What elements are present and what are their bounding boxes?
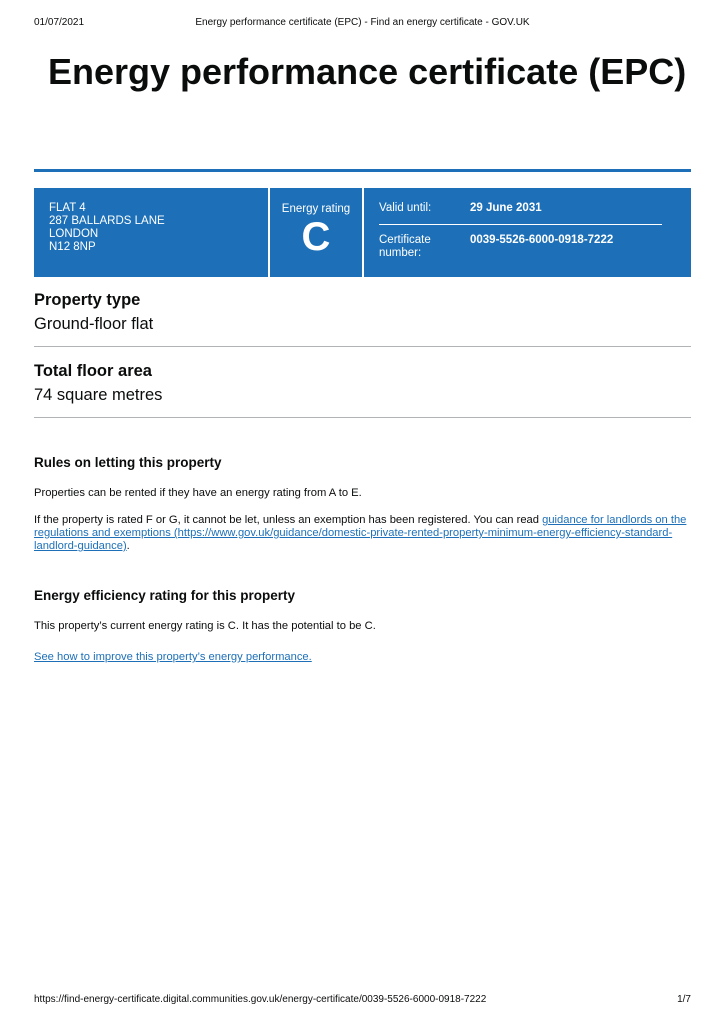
improve-energy-performance-link[interactable]: See how to improve this property’s energy performance.: [34, 651, 312, 663]
print-date: 01/07/2021: [34, 17, 85, 28]
certificate-number-label-line: number:: [379, 247, 422, 259]
property-address: [49, 202, 165, 254]
box-separator: [362, 188, 364, 277]
rules-paragraph-2-text: If the property is rated F or G, it cannot be let, unless an exemption has been registered. You can read: [34, 514, 543, 526]
property-type-value: Ground-floor flat: [34, 315, 154, 333]
efficiency-heading: Energy efficiency rating for this property: [34, 588, 296, 603]
valid-until-label: Valid until:: [379, 202, 432, 214]
floor-area-key: Total floor area: [34, 362, 152, 380]
print-url: https://find-energy-certificate.digital.communities.gov.uk/energy-certificate/0039-5526-6000-0918-7222: [34, 994, 487, 1005]
energy-rating-letter: C: [301, 215, 331, 259]
print-footer: [34, 994, 691, 1008]
certificate-number-label: [379, 234, 431, 260]
page-number: 1/7: [677, 994, 691, 1005]
property-type-row: [34, 290, 691, 347]
improve-link-paragraph: [34, 651, 694, 664]
property-type-key: Property type: [34, 291, 141, 309]
energy-rating-label: Energy rating: [281, 203, 351, 215]
title-divider: [34, 169, 691, 172]
certificate-number-label-line: Certificate: [379, 234, 431, 246]
page-title: Energy performance certificate (EPC): [48, 51, 687, 92]
print-header: [34, 17, 691, 31]
address-line: 287 BALLARDS LANE: [49, 215, 165, 227]
floor-area-value: 74 square metres: [34, 386, 163, 404]
rules-paragraph-2: [34, 514, 692, 553]
certificate-number-value: 0039-5526-6000-0918-7222: [470, 234, 614, 246]
floor-area-row: [34, 361, 691, 418]
certificate-summary-box: [34, 188, 691, 277]
efficiency-paragraph: This property’s current energy rating is C. It has the potential to be C.: [34, 620, 376, 632]
valid-until-value: 29 June 2031: [470, 202, 542, 214]
print-document-title: Energy performance certificate (EPC) - Find an energy certificate - GOV.UK: [195, 17, 530, 28]
address-line: N12 8NP: [49, 241, 96, 253]
landlord-guidance-link[interactable]: guidance for landlords on the regulations and exemptions (https://www.gov.uk/guidance/domestic-private-rented-property-minimum-energy-efficiency-standard-landlord-guidance): [34, 514, 687, 552]
address-line: LONDON: [49, 228, 99, 240]
rules-paragraph-1: Properties can be rented if they have an energy rating from A to E.: [34, 487, 362, 499]
rules-paragraph-2-end: .: [126, 540, 130, 552]
address-line: FLAT 4: [49, 202, 86, 214]
rules-heading: Rules on letting this property: [34, 455, 222, 470]
box-inner-divider: [379, 224, 662, 225]
energy-rating-panel: [270, 203, 362, 259]
